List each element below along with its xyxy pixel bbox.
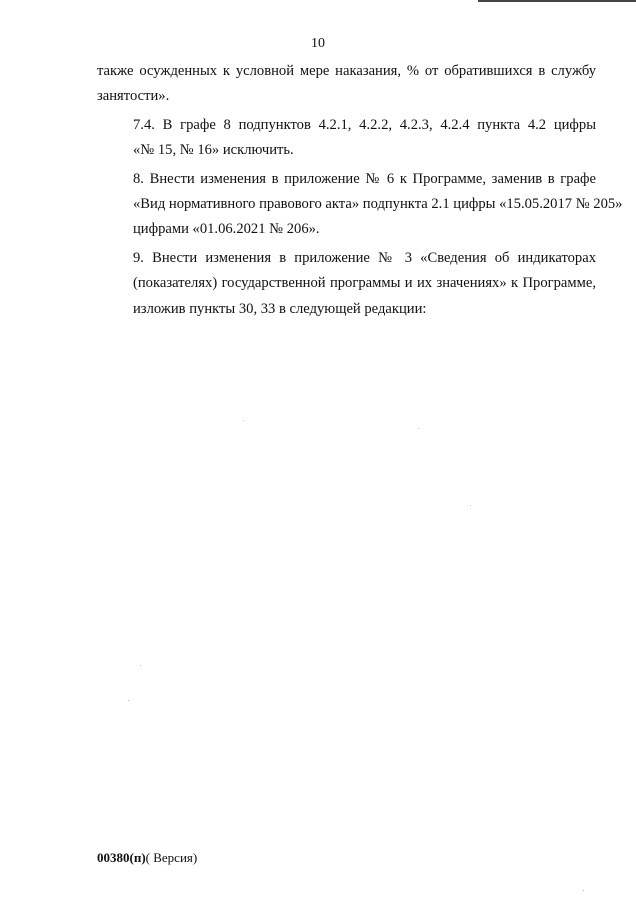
paragraph-item-9 [97,246,596,322]
text-line: (показателях) государственной программы и их значениях» к Программе, [133,275,596,292]
scan-speck [128,700,129,701]
scan-speck [418,428,419,429]
paragraph-item-8 [97,167,623,243]
paragraph-item-7-4 [97,113,596,164]
text-line: занятости». [97,88,170,105]
document-body [97,59,623,322]
text-line: 8. Внести изменения в приложение № 6 к Программе, заменив в графе [133,170,596,187]
scan-speck [583,890,584,891]
scan-edge-line [478,0,636,2]
text-line: изложив пункты 30, 33 в следующей редакции: [133,300,427,317]
scan-speck [470,505,471,506]
page-number: 10 [311,36,325,51]
document-version: ( Версия) [145,850,198,865]
scan-speck [140,665,141,666]
document-footer-code [97,850,197,866]
text-line: цифрами «01.06.2021 № 206». [133,221,320,238]
text-line: 7.4. В графе 8 подпунктов 4.2.1, 4.2.2, 4.2.3, 4.2.4 пункта 4.2 цифры [133,116,596,133]
scan-speck [243,420,244,421]
document-code: 00380(п) [97,850,146,865]
text-line: «Вид нормативного правового акта» подпункта 2.1 цифры «15.05.2017 № 205» [133,196,623,213]
text-line: также осужденных к условной мере наказания, % от обратившихся в службу [97,63,596,79]
text-line: «№ 15, № 16» исключить. [133,142,294,159]
text-line: 9. Внести изменения в приложение № 3 «Сведения об индикаторах [133,249,596,266]
paragraph-continuation [97,59,596,110]
